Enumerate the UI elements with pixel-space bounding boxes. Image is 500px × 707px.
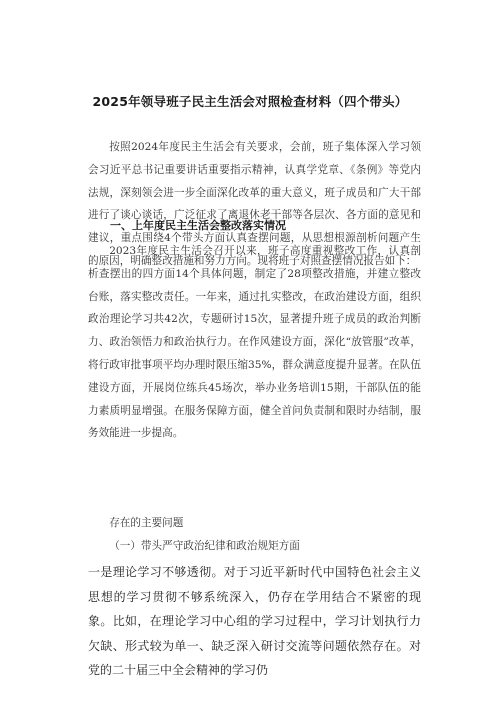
intro-paragraph: 按照2024年度民主生活会有关要求，会前，班子集体深入学习领会习近平总书记重要讲话重要指示精神，认真学党章、《条例》等党内法规，深刻领会进一步全面深化改革的重大意义，班子成员和广大干部进行了谈心谈话，广泛征求了离退休老干部等各层次、各方面的意见和建议，重点围绕4个带头方面认真查摆问题，从思想根源剖析问题产生的原因，明确整改措施和努力方向。现将班子对照查摆情况报告如下： xyxy=(88,141,421,267)
section-heading-problems: 存在的主要问题 xyxy=(109,517,184,529)
rectification-paragraph: 2023年度民主生活会召开以来，班子高度重视整改工作，认真剖析查摆出的四方面14个具体问题，制定了28项整改措施，并建立整改台账，落实整改责任。一年来，通过扎实整改，在政治建设方面，组织政治理论学习共42次，专题研讨15次，显著提升班子成员的政治判断力、政治领悟力和政治执行力。在作风建设方面，深化“放管服”改革，将行政审批事项平均办理时限压缩35%，群众满意度提升显著。在队伍建设方面，开展岗位练兵45场次，举办业务培训15期，干部队伍的能力素质明显增强。在服务保障方面，健全首问负责制和限时办结制，服务效能进一步提高。 xyxy=(88,245,421,440)
section-heading-rectification: 一、上年度民主生活会整改落实情况 xyxy=(110,219,286,232)
political-discipline-paragraph: 一是理论学习不够透彻。对于习近平新时代中国特色社会主义思想的学习贯彻不够系统深入，仍存在学用结合不紧密的现象。比如，在理论学习中心组的学习过程中，学习计划执行力欠缺、形式较为单一、缺乏深入研讨交流等问题依然存在。对党的二十届三中全会精神的学习仍 xyxy=(88,565,421,677)
document-title: 2025年领导班子民主生活会对照检查材料（四个带头） xyxy=(92,94,408,109)
subsection-heading-political-discipline: （一）带头严守政治纪律和政治规矩方面 xyxy=(109,540,300,552)
